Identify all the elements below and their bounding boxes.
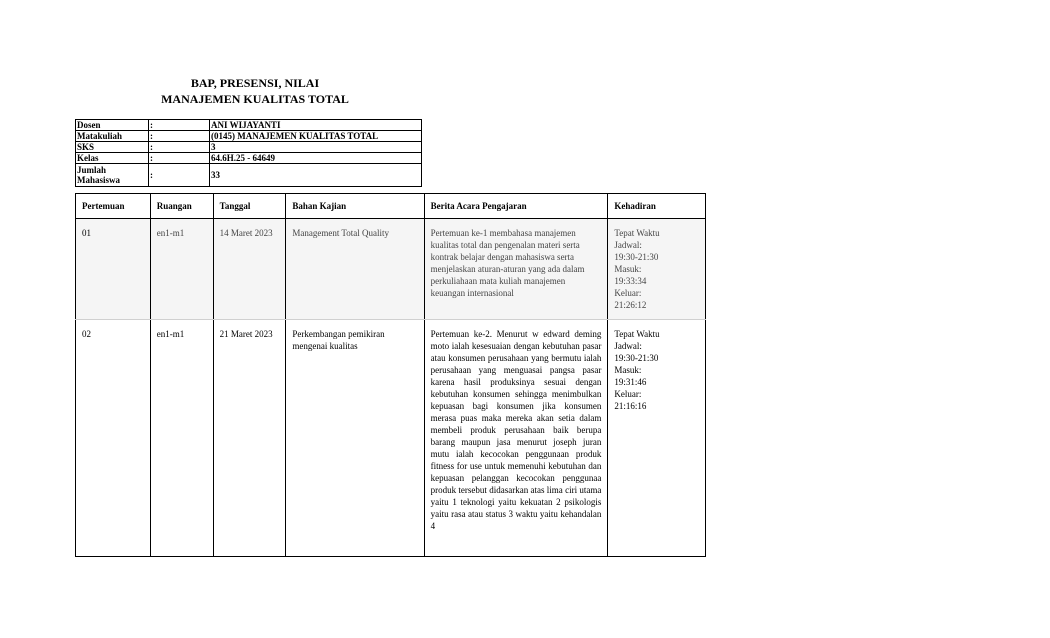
- info-label: Matakuliah: [76, 131, 149, 142]
- cell-kehadiran: [608, 219, 706, 320]
- info-separator: :: [149, 153, 210, 164]
- info-value: 33: [210, 164, 422, 187]
- header-kehadiran: Kehadiran: [608, 194, 706, 219]
- kehadiran-status: Tepat Waktu: [614, 228, 660, 238]
- kehadiran-jadwal-value: 19:30-21:30: [614, 252, 659, 262]
- document-title: BAP, PRESENSI, NILAI: [190, 76, 320, 90]
- cell-berita-acara: Pertemuan ke-1 membahasa manajemen kualitas total dan pengenalan materi serta kontrak belajar dengan mahasiswa serta menjelaskan aturan-aturan yang ada dalam perkuliahaan mata kuliah manajemen keuangan internasional: [424, 219, 608, 320]
- cell-pertemuan: 01: [76, 219, 151, 320]
- kehadiran-masuk-label: Masuk:: [614, 365, 642, 375]
- document-subtitle: MANAJEMEN KUALITAS TOTAL: [161, 92, 349, 106]
- table-row: [76, 219, 706, 320]
- info-label: SKS: [76, 142, 149, 153]
- info-value: 64.6H.25 - 64649: [210, 153, 422, 164]
- info-row-kelas: [76, 153, 422, 164]
- cell-ruangan: en1-m1: [150, 320, 213, 557]
- header-berita-acara: Berita Acara Pengajaran: [424, 194, 608, 219]
- cell-berita-acara: Pertemuan ke-2. Menurut w edward deming moto ialah kesesuaian dengan kebutuhan pasar atau konsumen perusahaan yang bermutu ialah perusahaan yang menguasai pangsa pasar karena hasil produksinya sesuai dengan kebutuhan konsumen sehingga menimbulkan kepuasan bagi konsumen jika konsumen merasa puas maka mereka akan setia dalam membeli produk perusahaan baik berupa barang maupun jasa menurut joseph juran mutu ialah kecocokan penggunaan produk fitness for use untuk memenuhi kebutuhan dan kepuasan pelanggan kecocokan penggunaa produk tersebut didasarkan atas lima ciri utama yaitu 1 teknologi yaitu kekuatan 2 psikologis yaitu rasa atau status 3 waktu yaitu kehandalan 4: [424, 320, 608, 557]
- kehadiran-status: Tepat Waktu: [614, 329, 660, 339]
- cell-tanggal: 14 Maret 2023: [213, 219, 286, 320]
- cell-bahan-kajian: Perkembangan pemikiran mengenai kualitas: [286, 320, 424, 557]
- header-tanggal: Tanggal: [213, 194, 286, 219]
- info-row-jumlah-mahasiswa: [76, 164, 422, 187]
- course-info-table: [75, 119, 422, 187]
- kehadiran-keluar-label: Keluar:: [614, 389, 642, 399]
- info-separator: :: [149, 164, 210, 187]
- info-label: Kelas: [76, 153, 149, 164]
- kehadiran-jadwal-value: 19:30-21:30: [614, 353, 659, 363]
- kehadiran-jadwal-label: Jadwal:: [614, 341, 642, 351]
- kehadiran-keluar-value: 21:16:16: [614, 401, 647, 411]
- info-separator: :: [149, 120, 210, 131]
- info-label: Jumlah Mahasiswa: [76, 164, 149, 187]
- cell-ruangan: en1-m1: [150, 219, 213, 320]
- info-value: ANI WIJAYANTI: [210, 120, 422, 131]
- cell-kehadiran: [608, 320, 706, 557]
- header-ruangan: Ruangan: [150, 194, 213, 219]
- info-separator: :: [149, 142, 210, 153]
- info-separator: :: [149, 131, 210, 142]
- kehadiran-keluar-value: 21:26:12: [614, 300, 647, 310]
- cell-bahan-kajian: Management Total Quality: [286, 219, 424, 320]
- table-header-row: [76, 194, 706, 219]
- info-label: Dosen: [76, 120, 149, 131]
- header-bahan-kajian: Bahan Kajian: [286, 194, 424, 219]
- kehadiran-masuk-label: Masuk:: [614, 264, 642, 274]
- header-pertemuan: Pertemuan: [76, 194, 151, 219]
- kehadiran-masuk-value: 19:33:34: [614, 276, 647, 286]
- kehadiran-masuk-value: 19:31:46: [614, 377, 647, 387]
- kehadiran-jadwal-label: Jadwal:: [614, 240, 642, 250]
- info-value: 3: [210, 142, 422, 153]
- info-row-sks: [76, 142, 422, 153]
- kehadiran-keluar-label: Keluar:: [614, 288, 642, 298]
- info-row-dosen: [76, 120, 422, 131]
- cell-tanggal: 21 Maret 2023: [213, 320, 286, 557]
- info-value: (0145) MANAJEMEN KUALITAS TOTAL: [210, 131, 422, 142]
- info-row-matakuliah: [76, 131, 422, 142]
- table-row: [76, 320, 706, 557]
- attendance-table: [75, 193, 706, 557]
- cell-pertemuan: 02: [76, 320, 151, 557]
